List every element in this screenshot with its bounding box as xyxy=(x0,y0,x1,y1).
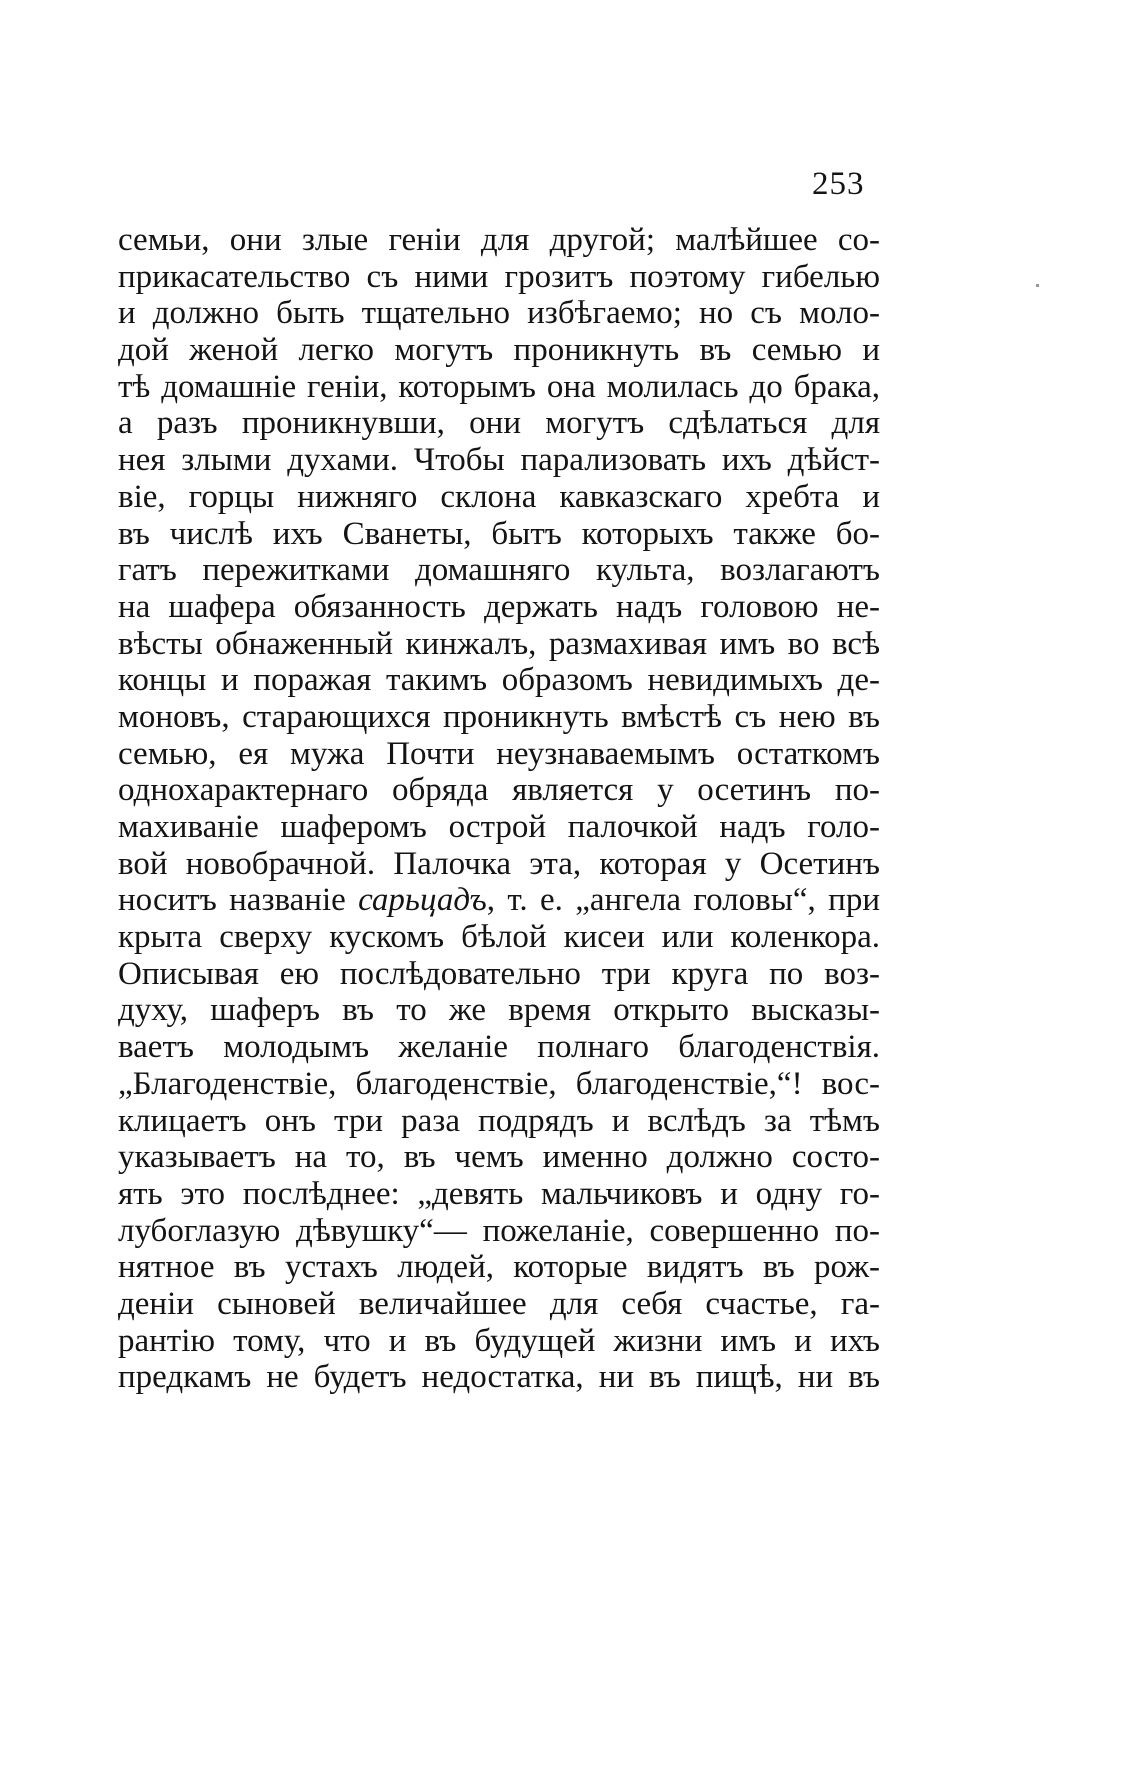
text-line: ваетъ молодымъ желанiе полнаго благоденствiя. xyxy=(118,1029,880,1066)
text-line: прикасательство съ ними грозитъ поэтому гибелью xyxy=(118,258,880,295)
text-line: семьи, они злые генiи для другой; малѣйшее со- xyxy=(118,222,880,258)
text-line: указываетъ на то, въ чемъ именно должно состо- xyxy=(118,1139,880,1176)
text-line: и должно быть тщательно избѣгаемо; но съ моло- xyxy=(118,295,880,332)
text-line: вiе, горцы нижняго склона кавказскаго хребта и xyxy=(118,478,880,515)
text-line: дой женой легко могутъ проникнуть въ семью и xyxy=(118,332,880,369)
text-line: въ числѣ ихъ Сванеты, бытъ которыхъ также бо- xyxy=(118,515,880,552)
page-number: 253 xyxy=(812,166,865,202)
text-line: денiи сыновей величайшее для себя счастье, га- xyxy=(118,1285,880,1322)
text-line: тѣ домашнiе генiи, которымъ она молилась до брака, xyxy=(118,368,880,405)
text-line: семью, ея мужа Почти неузнаваемымъ остаткомъ xyxy=(118,735,880,772)
text-line: крыта сверху кускомъ бѣлой кисеи или коленкора. xyxy=(118,919,880,956)
italic-term: сарьцадъ xyxy=(358,882,487,919)
text-line: нея злыми духами. Чтобы парализовать ихъ дѣйст- xyxy=(118,442,880,479)
text-line: а разъ проникнувши, они могутъ сдѣлаться для xyxy=(118,405,880,442)
text-line: лубоглазую дѣвушку“— пожеланiе, совершенно по- xyxy=(118,1212,880,1249)
text-line: моновъ, старающихся проникнуть вмѣстѣ съ нею въ xyxy=(118,698,880,735)
scan-speck xyxy=(1036,284,1039,287)
text-line: гатъ пережитками домашняго культа, возлагаютъ xyxy=(118,552,880,589)
text-line: духу, шаферъ въ то же время открыто высказы- xyxy=(118,992,880,1029)
text-line: ять это послѣднее: „девять мальчиковъ и одну го- xyxy=(118,1175,880,1212)
text-line: вой новобрачной. Палочка эта, которая у Осетинъ xyxy=(118,845,880,882)
text-line: однохарактернаго обряда является у осетинъ по- xyxy=(118,772,880,809)
text-line: нятное въ устахъ людей, которые видятъ въ рож- xyxy=(118,1249,880,1286)
text-line-with-italic xyxy=(118,882,880,919)
text-line: на шафера обязанность держать надъ головою не- xyxy=(118,588,880,625)
text-line: рантiю тому, что и въ будущей жизни имъ и ихъ xyxy=(118,1322,880,1359)
text-segment: носитъ названiе xyxy=(118,882,359,919)
text-line: Описывая ею послѣдовательно три круга по воз- xyxy=(118,955,880,992)
text-line: махиванiе шаферомъ острой палочкой надъ голо- xyxy=(118,809,880,845)
text-segment: , т. е. „ангела головы“, при xyxy=(486,882,880,919)
body-text xyxy=(118,222,880,1396)
text-line: концы и поражая такимъ образомъ невидимыхъ де- xyxy=(118,662,880,699)
text-line: вѣсты обнаженный кинжалъ, размахивая имъ во всѣ xyxy=(118,625,880,662)
text-line: предкамъ не будетъ недостатка, ни въ пищѣ, ни въ xyxy=(118,1359,880,1396)
text-line: клицаетъ онъ три раза подрядъ и вслѣдъ за тѣмъ xyxy=(118,1102,880,1139)
text-line: „Благоденствiе, благоденствiе, благоденствiе,“! вос- xyxy=(118,1065,880,1102)
